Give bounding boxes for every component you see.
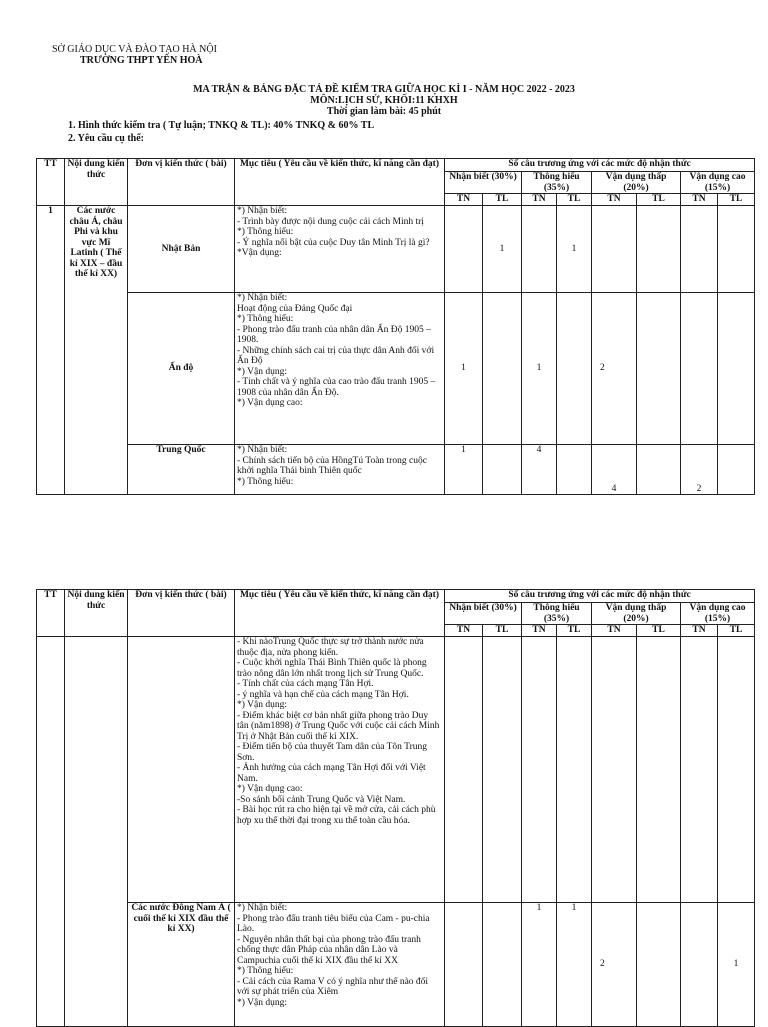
count-cell: 1 xyxy=(522,903,557,1027)
table-row xyxy=(37,903,755,1027)
unit-cell: Các nước Đông Nam Á ( cuối thế kỉ XIX đầu thế kỉ XX) xyxy=(128,903,235,1027)
unit-cell: Ấn độ xyxy=(128,293,235,445)
col-levels-title: Số câu trương ứng với các mức độ nhận thức xyxy=(445,590,755,603)
objective-line: - Tính chất của cách mạng Tân Hợi. xyxy=(237,679,374,689)
unit-cell: Trung Quốc xyxy=(128,445,235,495)
level-recognize: Nhận biết (30%) xyxy=(445,172,522,194)
objective-line: - Trình bày được nội dung cuộc cải cách Minh trị xyxy=(237,216,424,227)
row-number xyxy=(37,637,65,1027)
school-name: TRƯỜNG THPT YÊN HOÀ xyxy=(80,55,203,66)
exam-format: 1. Hình thức kiểm tra ( Tự luận; TNKQ & TL): 40% TNKQ & 60% TL xyxy=(68,120,375,131)
objective-line: - Chính sách tiến bộ của HồngTú Toàn trong cuộc khởi nghĩa Thái bình Thiên quốc xyxy=(237,455,427,476)
subject-line: MÔN:LỊCH SỬ, KHỐI:11 KHXH xyxy=(310,95,458,106)
count-cell: 1 xyxy=(445,445,483,495)
sub-tl: TL xyxy=(483,194,522,206)
count-cell xyxy=(718,206,755,293)
count-cell xyxy=(522,206,557,293)
sub-tl: TL xyxy=(718,625,755,637)
col-objective: Mục tiêu ( Yêu cầu về kiến thức, kĩ năng cần đạt) xyxy=(235,159,445,206)
count-cell: 4 xyxy=(592,445,637,495)
level-apply-low: Vận dụng thấp (20%) xyxy=(592,603,681,625)
count-cell xyxy=(681,637,718,903)
count-cell: 1 xyxy=(557,903,592,1027)
sub-tn: TN xyxy=(592,194,637,206)
objective-line: - Những chính sách cai trị của thực dân Anh đối với Ấn Độ xyxy=(237,345,435,366)
table-row xyxy=(37,445,755,495)
count-cell: 1 xyxy=(483,206,522,293)
count-cell xyxy=(681,903,718,1027)
count-cell xyxy=(718,293,755,445)
sub-tn: TN xyxy=(522,194,557,206)
objective-line: Hoạt động của Đảng Quốc đại xyxy=(237,303,353,314)
sub-tl: TL xyxy=(483,625,522,637)
objective-line: *Vận dụng: xyxy=(237,248,282,258)
objective-line: *) Nhận biết: xyxy=(237,206,288,216)
objective-cell xyxy=(235,445,445,495)
objective-line: - Cải cách của Rama V có ý nghĩa như thế nào đối với sự phát triển của Xiêm xyxy=(237,976,429,997)
count-cell xyxy=(557,637,592,903)
department-name: SỞ GIÁO DỤC VÀ ĐÀO TẠO HÀ NỘI xyxy=(52,44,217,55)
objective-line: - Điểm tiến bộ của thuyết Tam dân của Tôn Trung Sơn. xyxy=(237,742,428,763)
count-cell xyxy=(681,293,718,445)
count-cell: 4 xyxy=(522,445,557,495)
sub-tl: TL xyxy=(718,194,755,206)
objective-line: - Cuộc khởi nghĩa Thái Bình Thiên quốc là phong trào nông dân lớn nhất trong lịch sử Trung Quốc. xyxy=(237,658,427,679)
sub-tn: TN xyxy=(681,194,718,206)
sub-tl: TL xyxy=(637,625,681,637)
sub-tn: TN xyxy=(522,625,557,637)
level-recognize: Nhận biết (30%) xyxy=(445,603,522,625)
objective-line: *) Vận dụng cao: xyxy=(237,784,303,794)
objective-cell xyxy=(235,293,445,445)
sub-tl: TL xyxy=(637,194,681,206)
count-cell xyxy=(483,903,522,1027)
sub-tn: TN xyxy=(592,625,637,637)
objective-line: - Phong trào đấu tranh của nhân dân Ấn Độ 1905 – 1908. xyxy=(237,324,431,345)
objective-line: - Ý nghĩa nổi bật của cuộc Duy tân Minh Trị là gì? xyxy=(237,237,430,248)
unit-cell: Nhật Bản xyxy=(128,206,235,293)
time-line: Thời gian làm bài: 45 phút xyxy=(326,106,442,117)
spec-table-2 xyxy=(36,589,755,1027)
count-cell xyxy=(445,637,483,903)
row-number: 1 xyxy=(37,206,65,495)
objective-line: - Phong trào đấu tranh tiêu biểu của Cam - pu-chia Lào. xyxy=(237,913,430,934)
count-cell: 1 xyxy=(718,903,755,1027)
objective-line: - Bài học rút ra cho hiện tại về mở cửa, cải cách phù hợp xu thế thời đại trong xu thế toàn cầu hóa. xyxy=(237,805,436,826)
count-cell xyxy=(592,206,637,293)
count-cell xyxy=(445,206,483,293)
level-apply-high: Vận dụng cao (15%) xyxy=(681,172,755,194)
count-cell xyxy=(522,637,557,903)
objective-line: *) Thông hiểu: xyxy=(237,314,294,324)
count-cell: 1 xyxy=(522,293,557,445)
objective-cell xyxy=(235,206,445,293)
spec-table-1 xyxy=(36,158,755,495)
sub-tl: TL xyxy=(557,625,592,637)
count-cell xyxy=(557,445,592,495)
col-tt: TT xyxy=(37,590,65,637)
count-cell xyxy=(557,293,592,445)
objective-line: - Tính chất và ý nghĩa của cao trào đấu tranh 1905 – 1908 của nhân dân Ấn Độ. xyxy=(237,377,436,398)
level-apply-low: Vận dụng thấp (20%) xyxy=(592,172,681,194)
objective-line: *) Thông hiểu: xyxy=(237,966,294,976)
count-cell xyxy=(483,445,522,495)
level-understand: Thông hiểu (35%) xyxy=(522,603,592,625)
sub-tl: TL xyxy=(557,194,592,206)
objective-line: *) Vận dụng: xyxy=(237,366,287,377)
document-title: MA TRẬN & BẢNG ĐẶC TẢ ĐỀ KIỂM TRA GIỮA HỌC KÌ I - NĂM HỌC 2022 - 2023 xyxy=(193,84,575,95)
table-row xyxy=(37,637,755,903)
count-cell xyxy=(445,903,483,1027)
col-content: Nội dung kiến thức xyxy=(65,159,128,206)
objective-line: *) Nhận biết: xyxy=(237,293,288,303)
count-cell xyxy=(637,903,681,1027)
sub-tn: TN xyxy=(681,625,718,637)
count-cell xyxy=(483,293,522,445)
table-row xyxy=(37,206,755,293)
table-row xyxy=(37,293,755,445)
objective-line: - Khi nàoTrung Quốc thực sự trở thành nước nửa thuộc địa, nửa phong kiến. xyxy=(237,637,424,658)
col-tt: TT xyxy=(37,159,65,206)
count-cell: 2 xyxy=(681,445,718,495)
count-cell: 2 xyxy=(592,293,637,445)
count-cell xyxy=(483,637,522,903)
objective-line: *) Thông hiểu: xyxy=(237,476,294,487)
level-understand: Thông hiểu (35%) xyxy=(522,172,592,194)
objective-line: - ý nghĩa và hạn chế của cách mạng Tân Hợi. xyxy=(237,689,409,700)
sub-tn: TN xyxy=(445,194,483,206)
objective-line: *) Thông hiểu: xyxy=(237,227,294,237)
count-cell xyxy=(637,637,681,903)
requirements-heading: 2. Yêu cầu cụ thể: xyxy=(68,133,145,144)
count-cell xyxy=(592,637,637,903)
col-content: Nội dung kiến thức xyxy=(65,590,128,637)
objective-line: *) Nhận biết: xyxy=(237,903,288,913)
count-cell xyxy=(637,445,681,495)
topic-cell: Các nước châu Á, châu Phi và khu vực Mĩ Latinh ( Thế kỉ XIX – đầu thế kỉ XX) xyxy=(65,206,128,495)
objective-line: *) Vận dụng cao: xyxy=(237,398,303,408)
objective-line: - Điểm khác biệt cơ bản nhất giữa phong trào Duy tân (năm1898) ở Trung Quốc với cuộc cải cách Minh Trị ở Nhật Bản cuối thế kỉ XIX. xyxy=(237,710,440,742)
col-unit: Đơn vị kiến thức ( bài) xyxy=(128,590,235,637)
topic-cell xyxy=(65,637,128,1027)
count-cell xyxy=(718,637,755,903)
objective-line: *) Vận dụng: xyxy=(237,700,287,710)
col-levels-title: Số câu trương ứng với các mức độ nhận thức xyxy=(445,159,755,172)
objective-line: *) Vận dụng: xyxy=(237,997,287,1008)
count-cell: 2 xyxy=(592,903,637,1027)
level-apply-high: Vận dụng cao (15%) xyxy=(681,603,755,625)
col-unit: Đơn vị kiến thức ( bài) xyxy=(128,159,235,206)
objective-line: - Nguyên nhân thất bại của phong trào đấu tranh chống thực dân Pháp của nhân dân Lào và Campuchia cuối thế kỉ XIX đầu thế kỉ XX xyxy=(237,934,421,966)
count-cell: 1 xyxy=(557,206,592,293)
count-cell: 1 xyxy=(445,293,483,445)
objective-line: - Ảnh hưởng của cách mạng Tân Hợi đối với Việt Nam. xyxy=(237,763,426,784)
objective-line: -So sánh bối cảnh Trung Quốc và Việt Nam. xyxy=(237,794,406,805)
objective-line: *) Nhận biết: xyxy=(237,445,288,455)
count-cell xyxy=(681,206,718,293)
col-objective: Mục tiêu ( Yêu cầu về kiến thức, kĩ năng cần đạt) xyxy=(235,590,445,637)
unit-cell xyxy=(128,637,235,903)
count-cell xyxy=(637,206,681,293)
objective-cell xyxy=(235,637,445,903)
objective-cell xyxy=(235,903,445,1027)
sub-tn: TN xyxy=(445,625,483,637)
count-cell xyxy=(718,445,755,495)
count-cell xyxy=(637,293,681,445)
